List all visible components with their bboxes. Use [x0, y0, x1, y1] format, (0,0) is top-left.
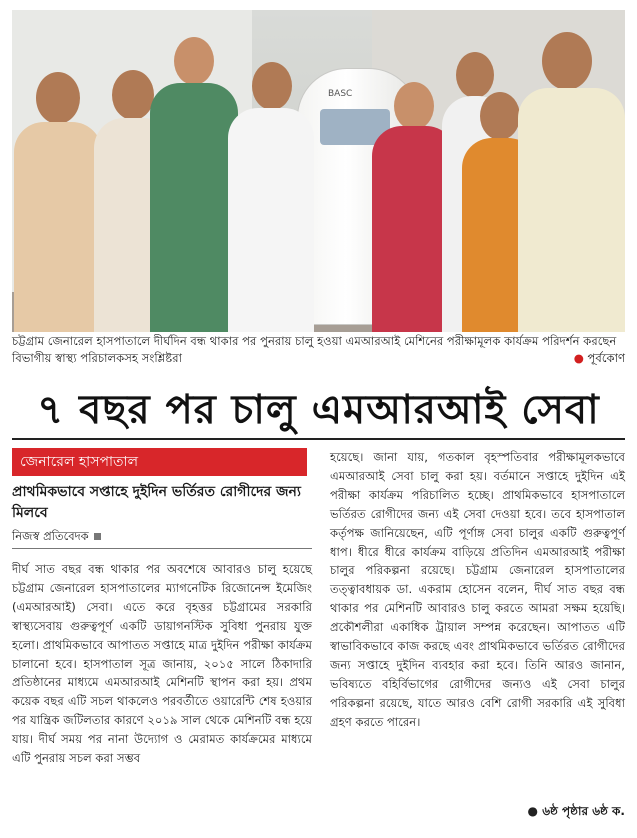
caption-text: চট্টগ্রাম জেনারেল হাসপাতালে দীর্ঘদিন বন্ধ থাকার পর পুনরায় চালু হওয়া এমআরআই মেশিনের পরীক্ষামূলক কার্যক্রম পরিদর্শন করছেন বিভাগীয় স্বাস্থ্য পরিচালকসহ সংশ্লিষ্টরা: [12, 334, 617, 365]
credit-text: পূর্বকোণ: [587, 351, 625, 365]
continued-text: ৬ষ্ঠ পৃষ্ঠার ৬ষ্ঠ ক.: [542, 804, 625, 818]
body-column-left: দীর্ঘ সাত বছর বন্ধ থাকার পর অবশেষে আবারও চালু হয়েছে চট্টগ্রাম জেনারেল হাসপাতালের ম্যাগনেটিক রিজোনেন্স ইমেজিং (এমআরআই) সেবা। এতে করে বৃহত্তর চট্টগ্রামের সরকারি স্বাস্থ্যসেবায় গুরুত্বপূর্ণ একটি ডায়াগনস্টিক সুবিধা পুনরায় যুক্ত হলো। প্রাথমিকভাবে আপাতত সপ্তাহে মাত্র দুইদিন পরীক্ষা কার্যক্রম চালানো হবে। হাসপাতাল সূত্র জানায়, ২০১৫ সালে ঠিকাদারি প্রতিষ্ঠানের মাধ্যমে এমআরআই মেশিনটি স্থাপন করা হয়। প্রথম কয়েক বছর এটি সচল থাকলেও পরবর্তীতে ওয়ারেন্টি শেষ হওয়ার পর যান্ত্রিক জটিলতার কারণে ২০১৯ সাল থেকে মেশিনটি বন্ধ হয়ে যায়। দীর্ঘ সময় পর নানা উদ্যোগ ও মেরামত কার্যক্রমের মাধ্যমে এটি পুনরায় সচল করা সম্ভব: [12, 562, 312, 766]
byline: [12, 528, 101, 544]
byline-square-icon: [94, 533, 101, 540]
continued-note: [528, 803, 625, 823]
continued-bullet-icon: ●: [527, 804, 539, 818]
byline-text: নিজস্ব প্রতিবেদক: [12, 529, 89, 543]
credit-bullet-icon: ●: [573, 351, 584, 365]
headline-rule: [12, 438, 625, 440]
person-1: [12, 72, 104, 332]
body-column-right: হয়েছে। জানা যায়, গতকাল বৃহস্পতিবার পরীক্ষামূলকভাবে এমআরআই সেবা চালু করা হয়। বর্তমানে সপ্তাহে দুইদিন এই পরীক্ষা কার্যক্রম পরিচালিত হচ্ছে। প্রাথমিকভাবে হাসপাতালে ভর্তিরত রোগীদের জন্য এই সেবা দেওয়া হবে। তবে হাসপাতাল কর্তৃপক্ষ জানিয়েছেন, এটি পূর্ণাঙ্গ সেবা চালুর একটি গুরুত্বপূর্ণ ধাপ। ধীরে ধীরে কার্যক্রম বাড়িয়ে প্রতিদিন এমআরআই পরীক্ষা চালুর পরিকল্পনা রয়েছে। চট্টগ্রাম জেনারেল হাসপাতালের তত্ত্বাবধায়ক ডা. একরাম হোসেন বলেন, দীর্ঘ সাত বছর বন্ধ থাকার পর মেশিনটি আবারও চালু করতে আমরা সক্ষম হয়েছি। প্রকৌশলীরা একাধিক ট্রায়াল সম্পন্ন করেছেন। আপাতত এটি স্বাভাবিকভাবে কাজ করছে এবং প্রাথমিকভাবে ভর্তিরত রোগীদের জন্য সপ্তাহে দুইদিন ব্যবহার করা হবে। তিনি আরও জানান, ভবিষ্যতে বহির্বিভাগের রোগীদের জন্যও এই সেবা চালুর পরিকল্পনা রয়েছে, যাতে আরও বেশি রোগী সরকারি এই সুবিধা গ্রহণ করতে পারেন।: [330, 450, 625, 729]
subheadline: প্রাথমিকভাবে সপ্তাহে দুইদিন ভর্তিরত রোগীদের জন্য মিলবে: [12, 484, 301, 521]
person-8: [518, 32, 625, 332]
headline: ৭ বছর পর চালু এমআরআই সেবা: [37, 386, 600, 433]
mri-brand-label: BASC: [328, 89, 353, 99]
photo-caption: [12, 333, 625, 367]
person-4: [228, 62, 314, 332]
photo-credit: [574, 350, 625, 367]
kicker-label: জেনারেল হাসপাতাল: [12, 448, 307, 476]
person-3: [150, 37, 238, 332]
news-photo: [12, 10, 625, 332]
byline-rule: [12, 548, 312, 549]
